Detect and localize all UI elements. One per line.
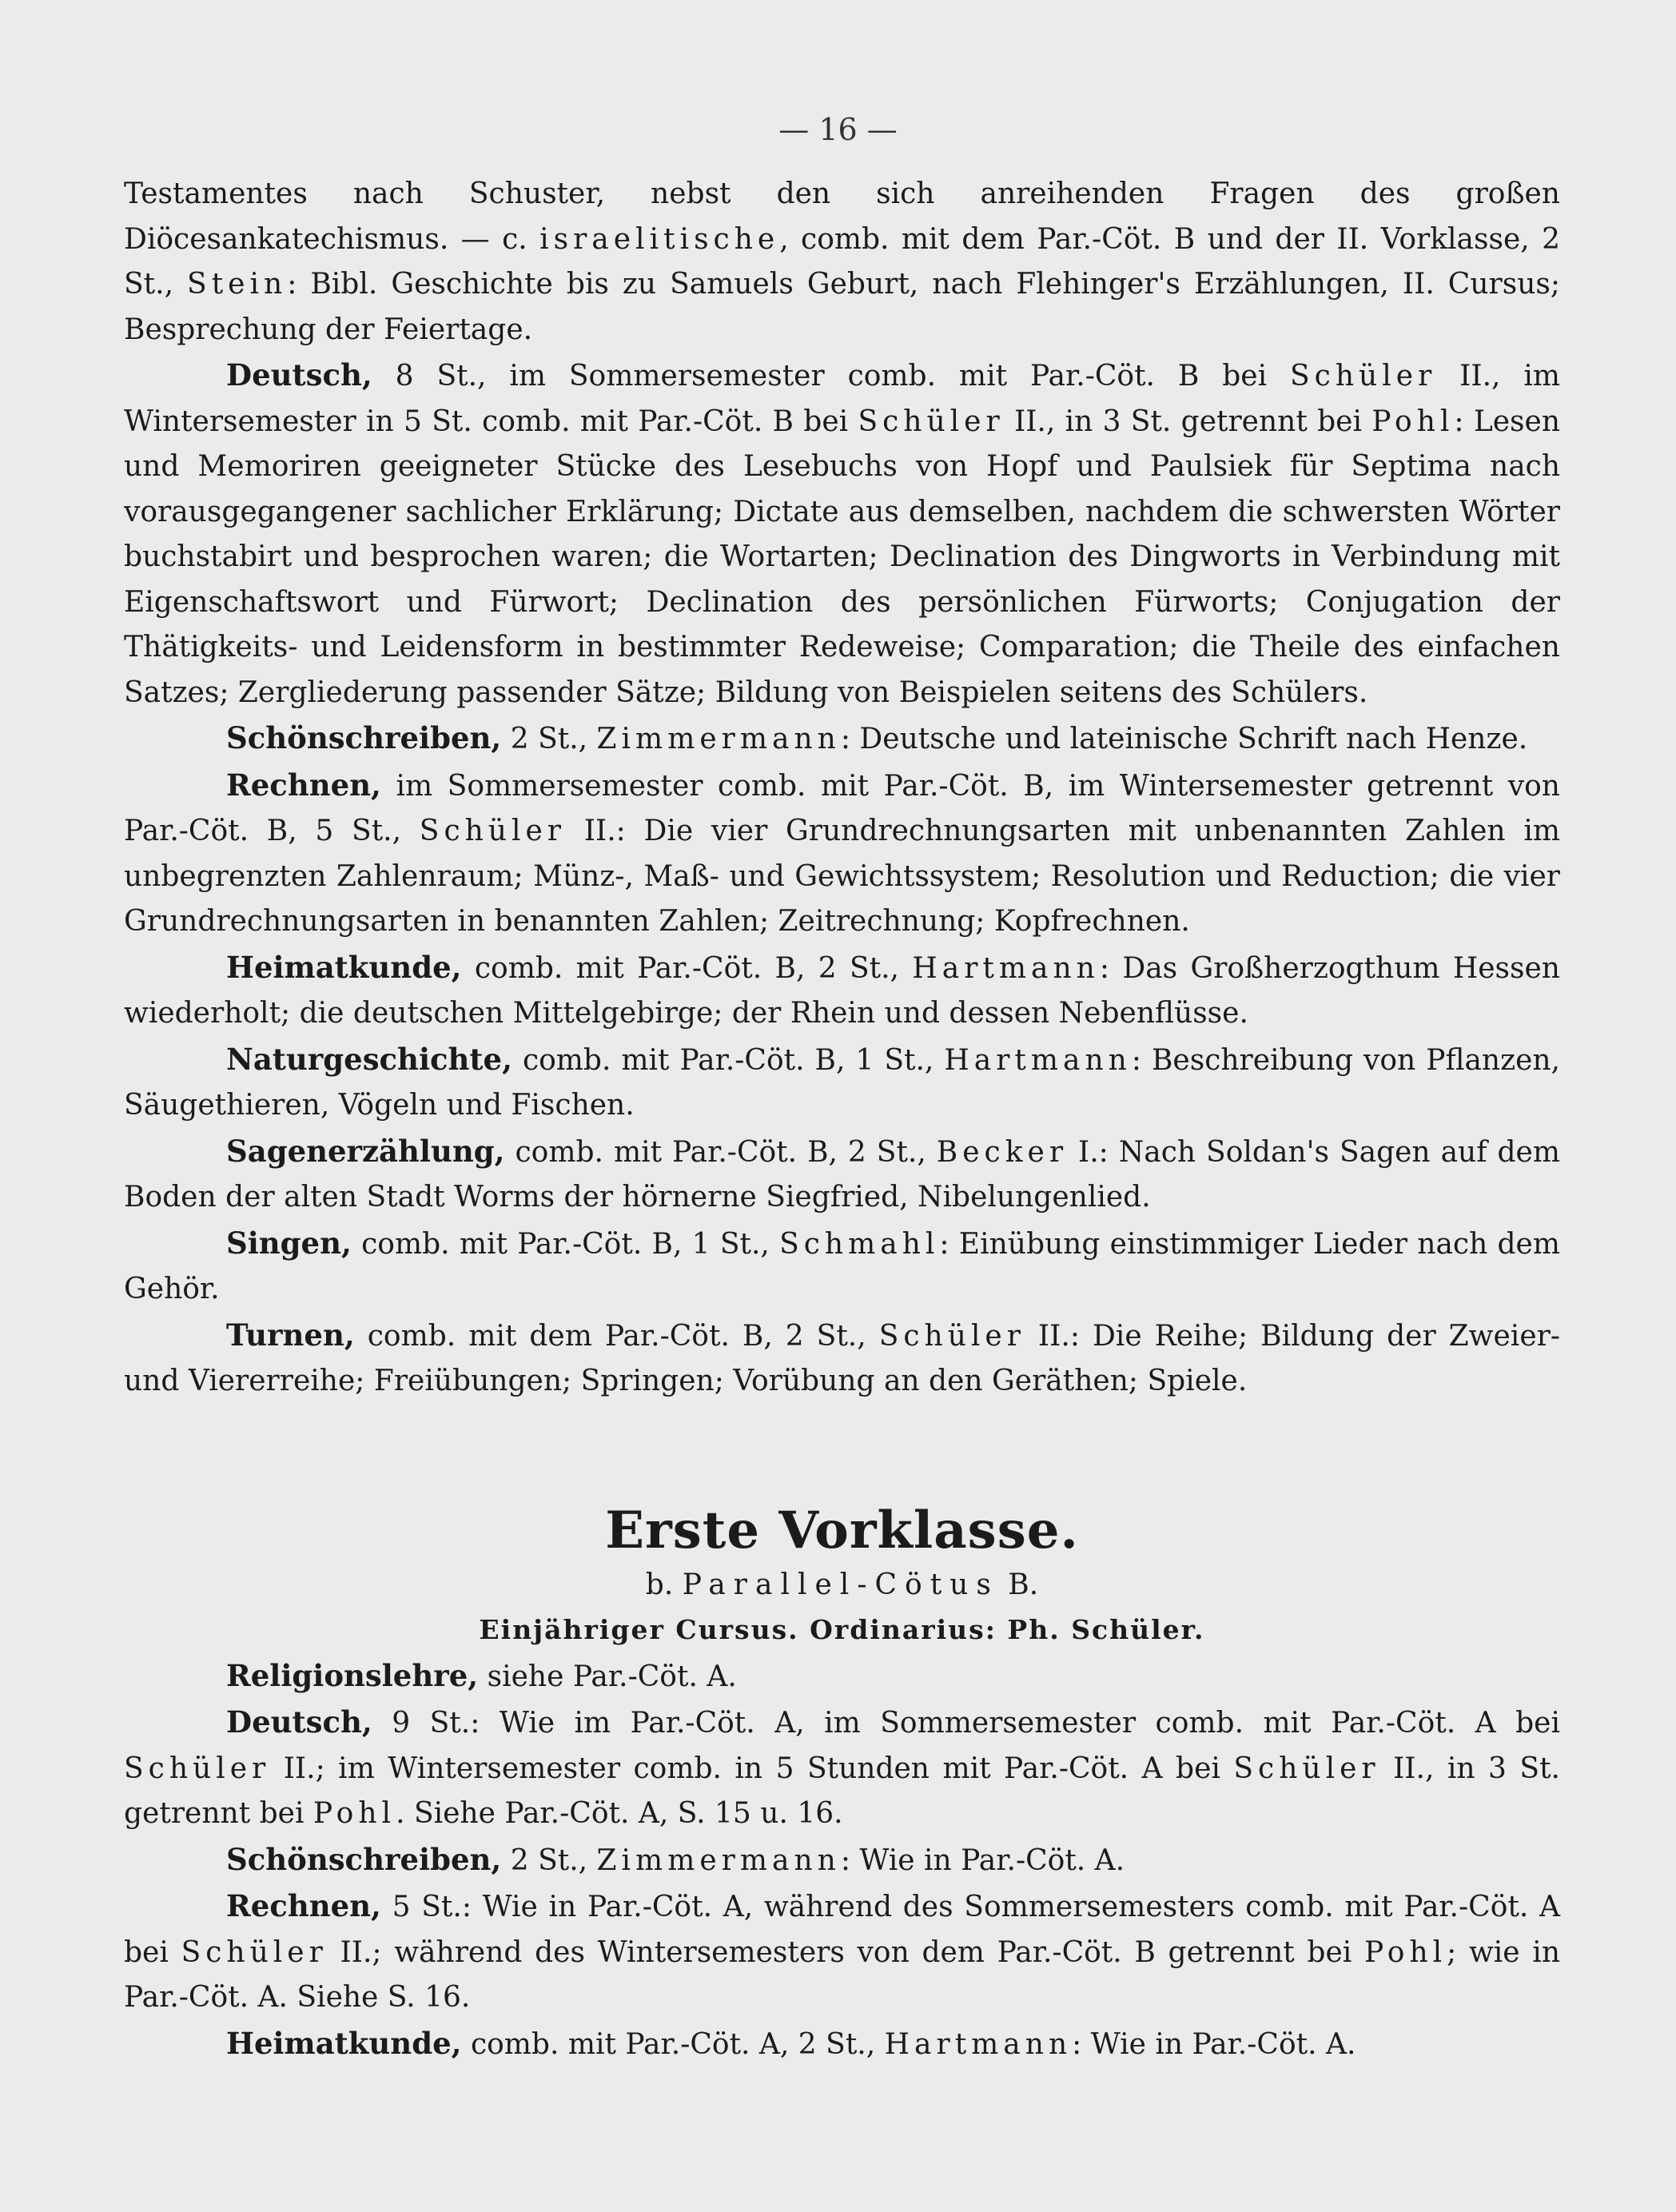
- subject-text: II.: Die vier Grundrechnungsarten mit unbenannten Zahlen im unbegrenzten Zahlenraum; Münz-, Maß- und Gewichtssystem; Resolution und Reduction; die vier Grundrechnungsarten in benannten Zahlen; Zeitrechnung; Kopfrechnen.: [124, 815, 1560, 938]
- subject-text: comb. mit Par.-Cöt. A, 2 St.,: [461, 2027, 885, 2061]
- subject-paragraph: [124, 1700, 1560, 1837]
- teacher-name: Stein: [187, 268, 288, 301]
- subject-text: comb. mit Par.-Cöt. B, 1 St.,: [512, 1043, 945, 1077]
- subject-text: comb. mit Par.-Cöt. B, 2 St.,: [504, 1135, 937, 1169]
- subject-paragraph: [124, 1837, 1560, 1884]
- subject-text: 8 St., im Sommersemester comb. mit Par.-Cöt. B bei: [372, 360, 1290, 393]
- body-text: [124, 172, 1560, 2067]
- teacher-name: Zimmermann: [596, 1843, 841, 1877]
- subject-heading: Schönschreiben,: [226, 1841, 502, 1877]
- page-number: — 16 —: [778, 112, 898, 147]
- subject-heading: Heimatkunde,: [226, 949, 462, 985]
- subject-text: II., in 3 St. getrennt bei: [124, 1752, 1560, 1830]
- subject-paragraph: [124, 1883, 1560, 2021]
- teacher-name: Schüler: [181, 1935, 328, 1969]
- intro-paragraph: [124, 172, 1560, 353]
- c-text: , comb. mit dem Par.-Cöt. B und der II. Vorklasse, 2 St.,: [124, 222, 1560, 301]
- subject-text: 9 St.: Wie im Par.-Cöt. A, im Sommersemester comb. mit Par.-Cöt. A bei: [372, 1707, 1560, 1740]
- subject-text: : Lesen und Memoriren geeigneter Stücke des Lesebuchs von Hopf und Paulsiek für Septima nach vorausgegangener sachlicher Erklärung; Dictate aus demselben, nachdem die schwersten Wörter buchstabirt und besprochen waren; die Wortarten; Declination des Dingworts in Verbindung mit Eigenschaftswort und Fürwort; Declination des persönlichen Fürworts; Conjugation der Thätigkeits- und Leidensform in bestimmter Redeweise; Comparation; die Theile des einfachen Satzes; Zergliederung passender Sätze; Bildung von Beispielen seitens des Schülers.: [124, 405, 1560, 709]
- teacher-name: Becker: [936, 1135, 1069, 1169]
- subject-paragraph: [124, 763, 1560, 945]
- teacher-name: Schüler: [124, 1752, 271, 1785]
- subject-heading: Deutsch,: [226, 1704, 372, 1740]
- subject-text: II., im Wintersemester in 5 St. comb. mit Par.-Cöt. B bei: [124, 360, 1560, 438]
- section-title: Erste Vorklasse.: [605, 1500, 1079, 1560]
- subject-text: : Das Großherzogthum Hessen wiederholt; die deutschen Mittelgebirge; der Rhein und dessen Nebenflüsse.: [124, 951, 1560, 1030]
- teacher-name: Hartmann: [884, 2027, 1073, 2061]
- teacher-name: Pohl: [313, 1797, 396, 1830]
- c-text: : Bibl. Geschichte bis zu Samuels Geburt, nach Flehinger's Erzählungen, II. Cursus; Besprechung der Feiertage.: [124, 268, 1560, 346]
- teacher-name: Schüler: [858, 405, 1005, 438]
- subject-heading: Deutsch,: [226, 357, 372, 393]
- subject-heading: Rechnen,: [226, 767, 381, 803]
- teacher-name: Schüler: [878, 1319, 1025, 1353]
- teacher-name: Schüler: [1290, 360, 1437, 393]
- subject-heading: Sagenerzählung,: [226, 1133, 505, 1169]
- c-heading: israelitische: [539, 222, 780, 256]
- subject-text: comb. mit dem Par.-Cöt. B, 2 St.,: [354, 1319, 879, 1353]
- subject-text: 2 St.,: [501, 1843, 597, 1877]
- subject-text: : Beschreibung von Pflanzen, Säugethieren, Vögeln und Fischen.: [124, 1043, 1561, 1122]
- subject-text: 2 St.,: [501, 723, 597, 755]
- teacher-name: Zimmermann: [596, 723, 841, 755]
- subject-heading: Rechnen,: [226, 1888, 381, 1923]
- subject-text: 5 St.: Wie in Par.-Cöt. A, während des Sommersemesters comb. mit Par.-Cöt. A bei: [124, 1891, 1560, 1969]
- subject-paragraph: [124, 1221, 1560, 1313]
- course-line: Einjähriger Cursus. Ordinarius: Ph. Schüler.: [479, 1614, 1205, 1645]
- teacher-name: Schüler: [1233, 1752, 1380, 1785]
- teacher-name: Schüler: [419, 815, 567, 847]
- teacher-name: Pohl: [1364, 1935, 1447, 1969]
- subject-text: comb. mit Par.-Cöt. B, 1 St.,: [351, 1227, 780, 1261]
- subtitle-prefix: b.: [645, 1568, 674, 1601]
- subject-text: II.; während des Wintersemesters von dem Par.-Cöt. B getrennt bei: [327, 1935, 1364, 1969]
- intro-line: Testamentes nach Schuster, nebst den sich anreihenden Fragen des großen Diöcesankatechismus. —: [124, 177, 1560, 256]
- subject-heading: Schönschreiben,: [226, 720, 502, 755]
- subject-text: ; wie in Par.-Cöt. A. Siehe S. 16.: [124, 1935, 1561, 2014]
- teacher-name: Hartmann: [912, 951, 1100, 985]
- subject-text: . Siehe Par.-Cöt. A, S. 15 u. 16.: [396, 1797, 843, 1830]
- subject-paragraph: [124, 1313, 1560, 1405]
- subject-paragraph: [124, 1129, 1560, 1221]
- c-label: c.: [502, 222, 527, 256]
- subject-text: : Wie in Par.-Cöt. A.: [840, 1843, 1125, 1877]
- subject-paragraph: [124, 1037, 1560, 1129]
- subtitle-suffix: B.: [1008, 1568, 1039, 1601]
- subject-paragraph: [124, 945, 1560, 1037]
- subject-paragraph: [124, 353, 1560, 715]
- subject-text: I.: Nach Soldan's Sagen auf dem Boden der alten Stadt Worms der hörnerne Siegfried, Nibelungenlied.: [124, 1135, 1561, 1214]
- subject-heading: Naturgeschichte,: [226, 1041, 512, 1077]
- teacher-name: Pohl: [1371, 405, 1455, 438]
- subject-text: II., in 3 St. getrennt bei: [1004, 405, 1372, 438]
- subject-text: siehe Par.-Cöt. A.: [478, 1660, 737, 1693]
- subject-text: II.; im Wintersemester comb. in 5 Stunden mit Par.-Cöt. A bei: [270, 1752, 1234, 1785]
- subject-heading: Turnen,: [226, 1317, 355, 1353]
- subject-paragraph: [124, 715, 1560, 763]
- teacher-name: Hartmann: [944, 1043, 1132, 1077]
- subject-heading: Heimatkunde,: [226, 2025, 462, 2061]
- teacher-name: Schmahl: [779, 1227, 940, 1261]
- section-subtitle: [124, 1563, 1560, 1608]
- subject-paragraph: [124, 1653, 1560, 1700]
- subtitle-cotus: Parallel-Cötus: [682, 1568, 999, 1601]
- subject-text: comb. mit Par.-Cöt. B, 2 St.,: [461, 951, 913, 985]
- subject-text: im Sommersemester comb. mit Par.-Cöt. B, im Wintersemester getrennt von Par.-Cöt. B, 5 St.,: [124, 769, 1560, 847]
- subject-heading: Religionslehre,: [226, 1657, 479, 1693]
- subject-text: : Wie in Par.-Cöt. A.: [1072, 2027, 1356, 2061]
- section-spacer: [124, 1405, 1560, 1499]
- subject-paragraph: [124, 2021, 1560, 2068]
- subject-heading: Singen,: [226, 1225, 352, 1261]
- subject-text: : Deutsche und lateinische Schrift nach Henze.: [840, 723, 1528, 755]
- subject-text: II.: Die Reihe; Bildung der Zweier- und Viererreihe; Freiübungen; Springen; Vorübung an den Geräthen; Spiele.: [124, 1319, 1560, 1397]
- subject-text: : Einübung einstimmiger Lieder nach dem Gehör.: [124, 1227, 1560, 1305]
